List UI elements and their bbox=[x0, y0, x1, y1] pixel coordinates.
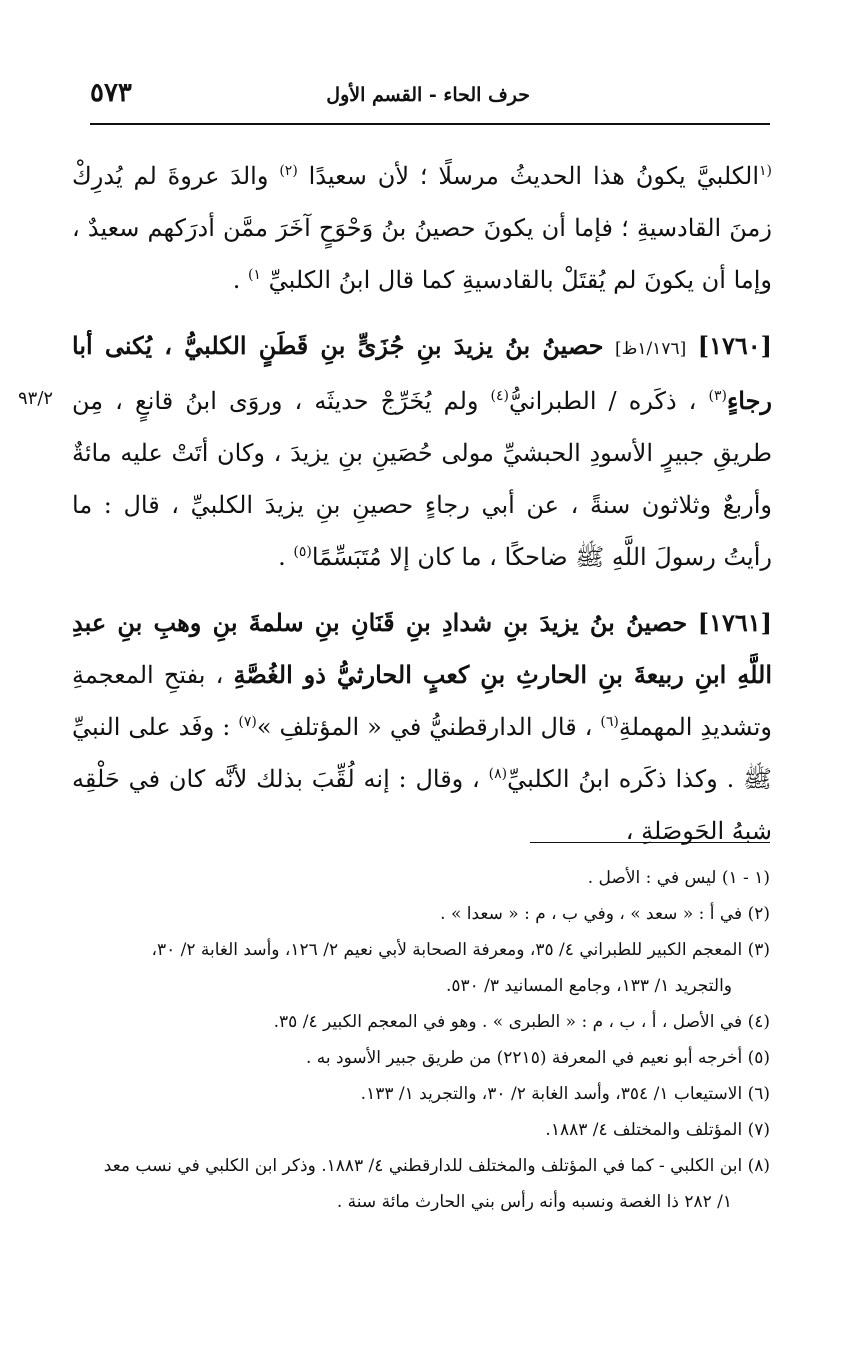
paragraph-continuation bbox=[72, 150, 772, 306]
main-text bbox=[72, 150, 772, 857]
paragraph-text: والدَ عروةَ لم يُدرِكْ زمنَ القادسيةِ ؛ فإما أن يكونَ حصينُ بنُ وَحْوَحٍ آخَرَ ممَّن أدرَكهم سعيدٌ ، وإما أن يكونَ لم يُقتَلْ بالقادسيةِ كما قال ابنُ الكلبيِّ bbox=[72, 162, 772, 294]
entry-name: حصينُ بنُ يزيدَ بنِ شدادِ بنِ قَنَانِ بنِ سلمةَ بنِ وهبِ بنِ عبدِ اللَّهِ ابنِ ربيعةَ بنِ الحارثِ بنِ كعبٍ الحارثيُّ ذو الغُصَّةِ bbox=[72, 608, 773, 689]
entry-1761 bbox=[72, 597, 772, 857]
entry-text: : وفَد على النبيِّ ﷺ . وكذا ذكَره ابنُ الكلبيِّ bbox=[72, 713, 772, 793]
footnote-marker: (٧) bbox=[238, 714, 257, 730]
footnote: (٨) ابن الكلبي - كما في المؤتلف والمختلف للدارقطني ٤/ ١٨٨٣. وذكر ابن الكلبي في نسب معد bbox=[103, 1156, 770, 1176]
footnote: (٧) المؤتلف والمختلف ٤/ ١٨٨٣. bbox=[545, 1120, 770, 1140]
header-rule bbox=[90, 123, 770, 125]
footnote-marker: ١) bbox=[247, 267, 261, 283]
entry-number: [١٧٦١] bbox=[697, 608, 772, 637]
footnote: (١ - ١) ليس في : الأصل . bbox=[587, 868, 770, 888]
footnote-continuation: ١/ ٢٨٢ ذا الغصة ونسبه وأنه رأس بني الحارث مائة سنة . bbox=[336, 1192, 732, 1212]
entry-text: ، قال الدارقطنيُّ في « المؤتلفِ » bbox=[256, 713, 593, 741]
footnote-separator bbox=[530, 842, 770, 843]
footnote-marker: (٦) bbox=[600, 714, 619, 730]
entry-name: حصينُ بنُ يزيدَ بنِ جُزَىٍّ بنِ قَطَنٍ الكلبيُّ ، يُكنى أبا رجاءٍ bbox=[72, 331, 772, 415]
manuscript-reference: [١/١٧٦ظ] bbox=[614, 339, 687, 359]
margin-volume-page-note: ٩٣/٢ bbox=[18, 388, 54, 409]
entry-text: ، بفتحِ المعجمةِ وتشديدِ المهملةِ bbox=[72, 661, 772, 741]
running-title: حرف الحاء - القسم الأول bbox=[326, 84, 530, 106]
footnotes bbox=[70, 860, 770, 1220]
entry-text: ، ذكَره / الطبرانيُّ bbox=[509, 387, 697, 415]
footnote: (٥) أخرجه أبو نعيم في المعرفة (٢٢١٥) من طريق جبير الأسود به . bbox=[305, 1048, 770, 1068]
footnote-marker: (٢) bbox=[279, 163, 298, 179]
footnote-continuation: والتجريد ١/ ١٣٣، وجامع المسانيد ٣/ ٥٣٠. bbox=[445, 976, 732, 996]
entry-text: . bbox=[278, 543, 294, 571]
footnote: (٢) في أ : « سعد » ، وفي ب ، م : « سعدا » . bbox=[440, 904, 770, 924]
entry-number: [١٧٦٠] bbox=[697, 331, 772, 360]
footnote: (٦) الاستيعاب ١/ ٣٥٤، وأسد الغابة ٢/ ٣٠، والتجريد ١/ ١٣٣. bbox=[360, 1084, 770, 1104]
footnote-marker: (٥) bbox=[293, 544, 312, 560]
paragraph-text: الكلبيَّ يكونُ هذا الحديثُ مرسلًا ؛ لأن سعيدًا bbox=[308, 162, 760, 190]
entry-text: ، وقال : إنه لُقِّبَ بذلك لأنَّه كان في حَلْقِه شبهُ الحَوصَلةِ ، bbox=[72, 765, 772, 845]
entry-text: ولم يُخَرِّجْ حديثَه ، وروَى ابنُ قانعٍ ، مِن طريقِ جبيرٍ الأسودِ الحبشيِّ مولى حُصَينِ بنِ يزيدَ ، وكان أتَتْ عليه مائةٌ وأربعٌ وثلاثون سنةً ، عن أبي رجاءٍ حصينِ بنِ يزيدَ الكلبيِّ ، قال : ما رأيتُ رسولَ اللَّهِ ﷺ ضاحكًا ، ما كان إلا مُتَبَسِّمًا bbox=[72, 387, 772, 571]
page-number: ٥٧٣ bbox=[90, 78, 132, 108]
footnote: (٤) في الأصل ، أ ، ب ، م : « الطبرى » . وهو في المعجم الكبير ٤/ ٣٥. bbox=[273, 1012, 770, 1032]
footnote-marker: (٣) bbox=[708, 388, 727, 404]
footnote: (٣) المعجم الكبير للطبراني ٤/ ٣٥، ومعرفة الصحابة لأبي نعيم ٢/ ١٢٦، وأسد الغابة ٢/ ٣٠، bbox=[151, 940, 770, 960]
entry-1760 bbox=[72, 320, 772, 583]
footnote-marker: (٨) bbox=[488, 766, 508, 782]
footnote-marker: (٤) bbox=[490, 388, 509, 404]
page-header bbox=[90, 78, 770, 118]
paragraph-text: . bbox=[232, 266, 248, 294]
footnote-marker: (١ bbox=[759, 163, 773, 179]
